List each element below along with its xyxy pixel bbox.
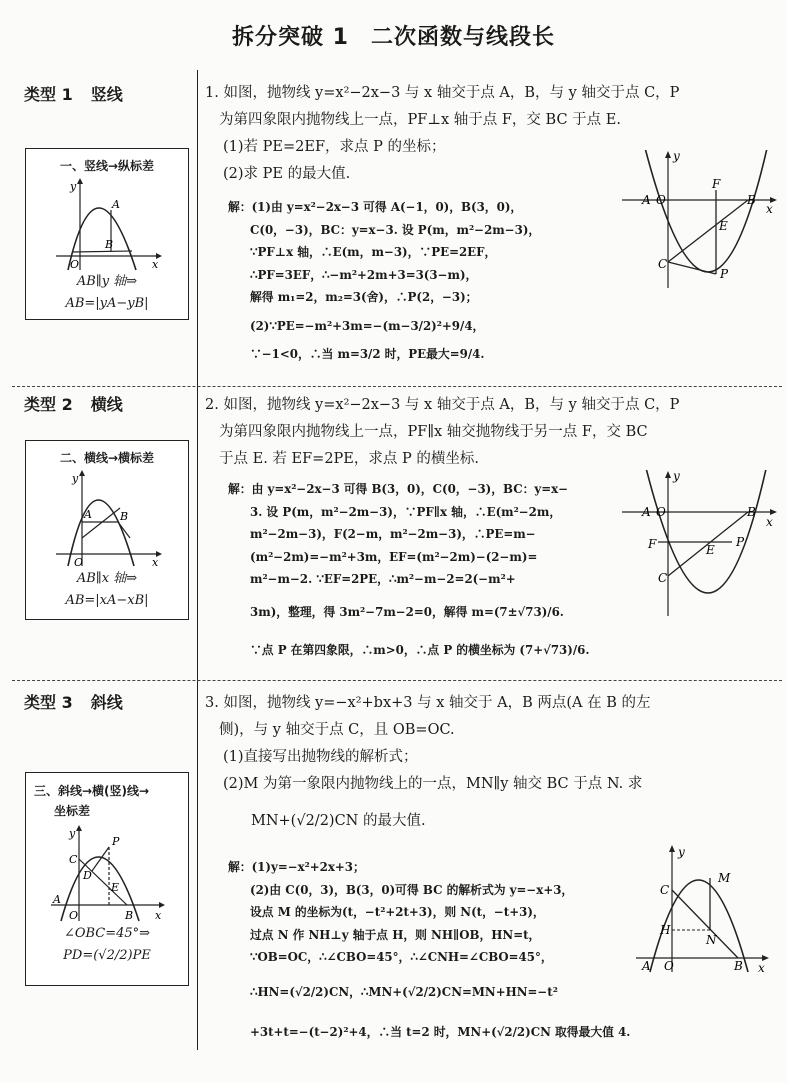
- solution-line: ∴HN=(√2/2)CN，∴MN+(√2/2)CN=MN+HN=−t²: [250, 984, 558, 999]
- section-separator-1: [12, 386, 782, 387]
- problem-3: [205, 690, 780, 835]
- point-c-label: C: [660, 883, 670, 897]
- axis-x-label: x: [155, 909, 162, 922]
- solution-line: m²−2m−3)，F(2−m，m²−2m−3)，∴PE=m−: [250, 527, 536, 541]
- solution-line: (2)∵PE=−m²+3m=−(m−3/2)²+9/4，: [250, 318, 485, 333]
- origin-label: O: [656, 193, 666, 207]
- solution-3: [228, 856, 630, 1044]
- point-p-label: P: [112, 835, 120, 848]
- origin-label: O: [664, 959, 674, 973]
- axis-x-label: x: [766, 202, 773, 216]
- card-formula-1: AB∥x 轴⇒: [76, 571, 138, 586]
- card-graph-vertical: [52, 176, 162, 271]
- sub-question: (1)若 PE=2EF，求点 P 的坐标；: [223, 139, 446, 155]
- solution-1: [228, 196, 540, 366]
- card-formula-1: AB∥y 轴⇒: [76, 274, 138, 289]
- page-title: [0, 20, 787, 51]
- point-a-label: A: [642, 505, 651, 519]
- solution-line: +3t+t=−(t−2)²+4，∴当 t=2 时，MN+(√2/2)CN 取得最大值 4.: [250, 1025, 631, 1039]
- type-label-3: 类型 3 斜线: [24, 693, 123, 712]
- page-title-part1: 拆分突破 1: [232, 25, 349, 50]
- solution-line: (2)由 C(0，3)，B(3，0)可得 BC 的解析式为 y=−x+3，: [250, 882, 574, 897]
- origin-label: O: [74, 556, 84, 568]
- point-p-label: P: [736, 535, 745, 549]
- point-h-label: H: [660, 923, 671, 937]
- problem-line: 为第四象限内抛物线上一点，PF∥x 轴交抛物线于另一点 F，交 BC: [219, 424, 648, 440]
- point-b-label: B: [120, 510, 129, 523]
- type-label-1: 类型 1 竖线: [24, 85, 123, 104]
- card-formula-2: AB=|yA−yB|: [65, 296, 149, 311]
- point-m-label: M: [718, 871, 731, 885]
- figure-3: [634, 844, 774, 974]
- axis-y-label: y: [70, 180, 77, 193]
- sub-question: MN+(√2/2)CN 的最大值.: [251, 813, 426, 829]
- problem-line: 2. 如图，抛物线 y=x²−2x−3 与 x 轴交于点 A，B，与 y 轴交于点 C，P: [205, 397, 680, 413]
- axis-x-label: x: [758, 961, 765, 974]
- solution-line: 解：(1)由 y=x²−2x−3 可得 A(−1，0)，B(3，0)，: [228, 200, 523, 214]
- point-e-label: E: [111, 881, 120, 894]
- point-c-label: C: [658, 571, 668, 585]
- axis-y-label: y: [72, 472, 79, 485]
- point-e-label: E: [706, 543, 715, 557]
- solution-line: m²−m−2. ∵EF=2PE，∴m²−m−2=2(−m²+: [250, 572, 516, 586]
- problem-line: 为第四象限内抛物线上一点，PF⊥x 轴于点 F，交 BC 于点 E.: [219, 112, 621, 128]
- solution-line: 解得 m₁=2，m₂=3(舍)，∴P(2，−3)；: [250, 290, 478, 304]
- point-a-label: A: [642, 193, 651, 207]
- type-label-2: 类型 2 横线: [24, 395, 123, 414]
- solution-line: ∵−1<0，∴当 m=3/2 时，PE最大=9/4.: [250, 347, 485, 361]
- sub-question: (1)直接写出抛物线的解析式；: [223, 749, 418, 765]
- problem-line: 3. 如图，抛物线 y=−x²+bx+3 与 x 轴交于 A，B 两点(A 在 B 的左: [205, 695, 651, 711]
- solution-line: ∵PF⊥x 轴，∴E(m，m−3)，∵PE=2EF，: [250, 245, 497, 259]
- axis-y-label: y: [678, 845, 685, 859]
- point-c-label: C: [69, 853, 78, 866]
- point-b-label: B: [747, 505, 756, 519]
- point-f-label: F: [648, 537, 657, 551]
- point-d-label: D: [83, 869, 92, 882]
- solution-2: [228, 478, 589, 662]
- problem-line: 1. 如图，抛物线 y=x²−2x−3 与 x 轴交于点 A，B，与 y 轴交于点 C，P: [205, 85, 680, 101]
- axis-y-label: y: [673, 470, 680, 483]
- card-heading: 一、竖线→纵标差: [59, 159, 155, 173]
- problem-2: [205, 392, 780, 473]
- solution-line: 过点 N 作 NH⊥y 轴于点 H，则 NH∥OB，HN=t，: [250, 927, 541, 942]
- point-a-label: A: [84, 508, 92, 521]
- card-formula-1: ∠OBC=45°⇒: [63, 926, 151, 941]
- card-graph-horizontal: [52, 468, 162, 568]
- axis-x-label: x: [152, 556, 159, 568]
- point-a-label: A: [53, 893, 61, 906]
- card-formula-2: PD=(√2/2)PE: [63, 948, 151, 963]
- solution-line: 解：(1)y=−x²+2x+3；: [228, 860, 365, 874]
- point-b-label: B: [747, 193, 756, 207]
- solution-line: ∵OB=OC，∴∠CBO=45°，∴∠CNH=∠CBO=45°，: [250, 950, 553, 964]
- point-a-label: A: [642, 959, 651, 973]
- point-b-label: B: [125, 909, 134, 922]
- origin-label: O: [69, 909, 79, 922]
- axis-y-label: y: [69, 827, 76, 840]
- method-card-3: [25, 772, 189, 986]
- figure-2: [620, 470, 780, 620]
- problem-line: 于点 E. 若 EF=2PE，求点 P 的横坐标.: [219, 451, 479, 467]
- method-card-2: [25, 440, 189, 620]
- solution-line: 解：由 y=x²−2x−3 可得 B(3，0)，C(0，−3)，BC：y=x−: [228, 482, 569, 496]
- point-n-label: N: [706, 933, 717, 947]
- solution-line: 3m)，整理，得 3m²−7m−2=0，解得 m=(7±√73)/6.: [250, 604, 564, 619]
- sub-question: (2)求 PE 的最大值.: [223, 166, 351, 182]
- page-title-part2: 二次函数与线段长: [370, 25, 555, 50]
- solution-line: ∴PF=3EF，∴−m²+2m+3=3(3−m)，: [250, 267, 478, 282]
- axis-y-label: y: [673, 150, 680, 163]
- sub-question: (2)M 为第一象限内抛物线上的一点，MN∥y 轴交 BC 于点 N. 求: [223, 776, 643, 792]
- point-p-label: P: [720, 267, 729, 281]
- axis-x-label: x: [766, 515, 773, 529]
- point-c-label: C: [658, 257, 668, 271]
- solution-line: ∵点 P 在第四象限，∴m>0，∴点 P 的横坐标为 (7+√73)/6.: [250, 643, 590, 657]
- card-formula-2: AB=|xA−xB|: [65, 593, 149, 608]
- axis-x-label: x: [152, 258, 159, 271]
- origin-label: O: [70, 258, 80, 271]
- solution-line: (m²−2m)=−m²+3m，EF=(m²−2m)−(2−m)=: [250, 549, 538, 564]
- point-b-label: B: [105, 238, 114, 251]
- origin-label: O: [656, 505, 666, 519]
- solution-line: 3. 设 P(m，m²−2m−3)，∵PF∥x 轴，∴E(m²−2m，: [250, 504, 562, 519]
- solution-line: 设点 M 的坐标为(t，−t²+2t+3)，则 N(t，−t+3)，: [250, 905, 545, 919]
- section-separator-2: [12, 680, 782, 681]
- method-card-1: [25, 148, 189, 320]
- point-e-label: E: [719, 219, 728, 233]
- card-heading: 三、斜线→横(竖)线→ 坐标差: [34, 784, 150, 818]
- card-heading: 二、横线→横标差: [59, 451, 155, 465]
- point-b-label: B: [734, 959, 743, 973]
- solution-line: C(0，−3)，BC：y=x−3. 设 P(m，m²−2m−3)，: [250, 222, 541, 237]
- problem-line: 侧)，与 y 轴交于点 C，且 OB=OC.: [219, 722, 455, 738]
- point-a-label: A: [112, 198, 120, 211]
- figure-1: [620, 150, 780, 290]
- point-f-label: F: [712, 177, 721, 191]
- card-graph-oblique: [47, 823, 167, 923]
- column-divider: [197, 70, 198, 1050]
